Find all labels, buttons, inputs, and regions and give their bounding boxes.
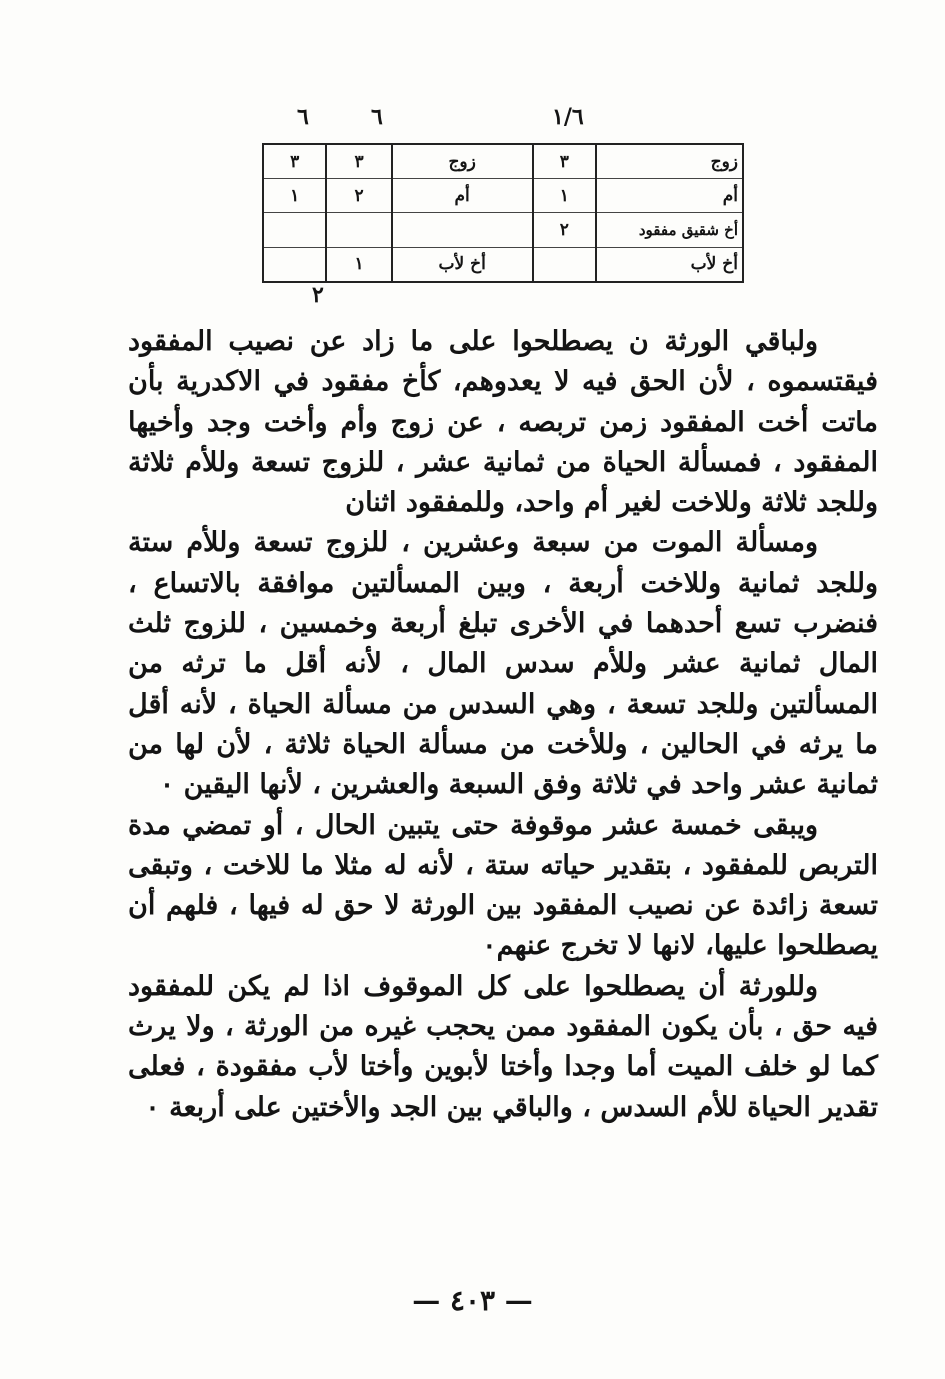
share-cell: ٢ (326, 179, 391, 213)
table-footnote-number: ٢ (312, 282, 324, 308)
share-cell: ١ (326, 247, 391, 282)
share-cell: ١ (533, 179, 596, 213)
share-cell (533, 247, 596, 282)
share-cell (326, 213, 391, 247)
paragraph: ومسألة الموت من سبعة وعشرين ، للزوج تسعة وللأم ستة وللجد ثمانية وللاخت أربعة ، وبين المسألتين موافقة بالاتساع ، فنضرب تسع أحدهما في الأخرى تبلغ أربعة وخمسين ، للزوج ثلث المال ثمانية عشر وللأم سدس المال ، لأنه أقل ما ترثه من المسألتين وللجد تسعة ، وهي السدس من مسألة الحياة ، لأنه أقل ما يرثه في الحالين ، وللأخت من مسألة الحياة ثلاثة ، لأن لها من ثمانية عشر واحد في ثلاثة وفق السبعة والعشرين ، لأنها اليقين ٠ (128, 527, 878, 801)
heir-label (392, 213, 533, 247)
share-cell: ٢ (533, 213, 596, 247)
share-cell: ٣ (263, 144, 326, 179)
heir-label: زوج (596, 144, 743, 179)
table-row (263, 144, 743, 179)
heir-label: زوج (392, 144, 533, 179)
table-row (263, 179, 743, 213)
heir-label: أخ لأب (392, 247, 533, 282)
heir-label: أخ شقيق مفقود (596, 213, 743, 247)
paragraph: وللورثة أن يصطلحوا على كل الموقوف اذا لم يكن للمفقود فيه حق ، بأن يكون المفقود ممن يحجب غيره من الورثة ، ولا يرث كما لو خلف الميت أما وجدا وأختا لأبوين وأختا لأب مفقودة ، فعلى تقدير الحياة للأم السدس ، والباقي بين الجد والأختين على أربعة ٠ (128, 970, 878, 1123)
paragraph: ولباقي الورثة ن يصطلحوا على ما زاد عن نصيب المفقود فيقتسموه ، لأن الحق فيه لا يعدوهم، كأخ مفقود في الاكدرية بأن ماتت أخت المفقود زمن تربصه ، عن زوج وأم وأخت وجد وأخيها المفقود ، فمسألة الحياة من ثمانية عشر ، للزوج تسعة وللأم ثلاثة وللجد ثلاثة وللاخت لغير أم واحد، وللمفقود اثنان (128, 326, 878, 519)
body-text (128, 322, 878, 1128)
header-fraction: ١/٦ (552, 104, 584, 130)
heir-label: أم (596, 179, 743, 213)
table-row (263, 247, 743, 282)
share-cell (263, 247, 326, 282)
heir-label: أم (392, 179, 533, 213)
page-number: — ٤٠٣ — (412, 1284, 533, 1317)
header-number-6-middle: ٦ (371, 104, 383, 130)
share-cell: ١ (263, 179, 326, 213)
share-cell: ٣ (326, 144, 391, 179)
table-row (263, 213, 743, 247)
header-number-6-left: ٦ (297, 104, 309, 130)
heir-label: أخ لأب (596, 247, 743, 282)
share-cell (263, 213, 326, 247)
paragraph: ويبقى خمسة عشر موقوفة حتى يتبين الحال ، أو تمضي مدة التربص للمفقود ، بتقدير حياته ستة ، لأنه له مثلا ما للاخت ، وتبقى تسعة زائدة عن نصيب المفقود بين الورثة لا حق له فيها ، فلهم أن يصطلحوا عليها، لانها لا تخرج عنهم٠ (128, 809, 878, 962)
share-cell: ٣ (533, 144, 596, 179)
inheritance-table (262, 143, 744, 283)
